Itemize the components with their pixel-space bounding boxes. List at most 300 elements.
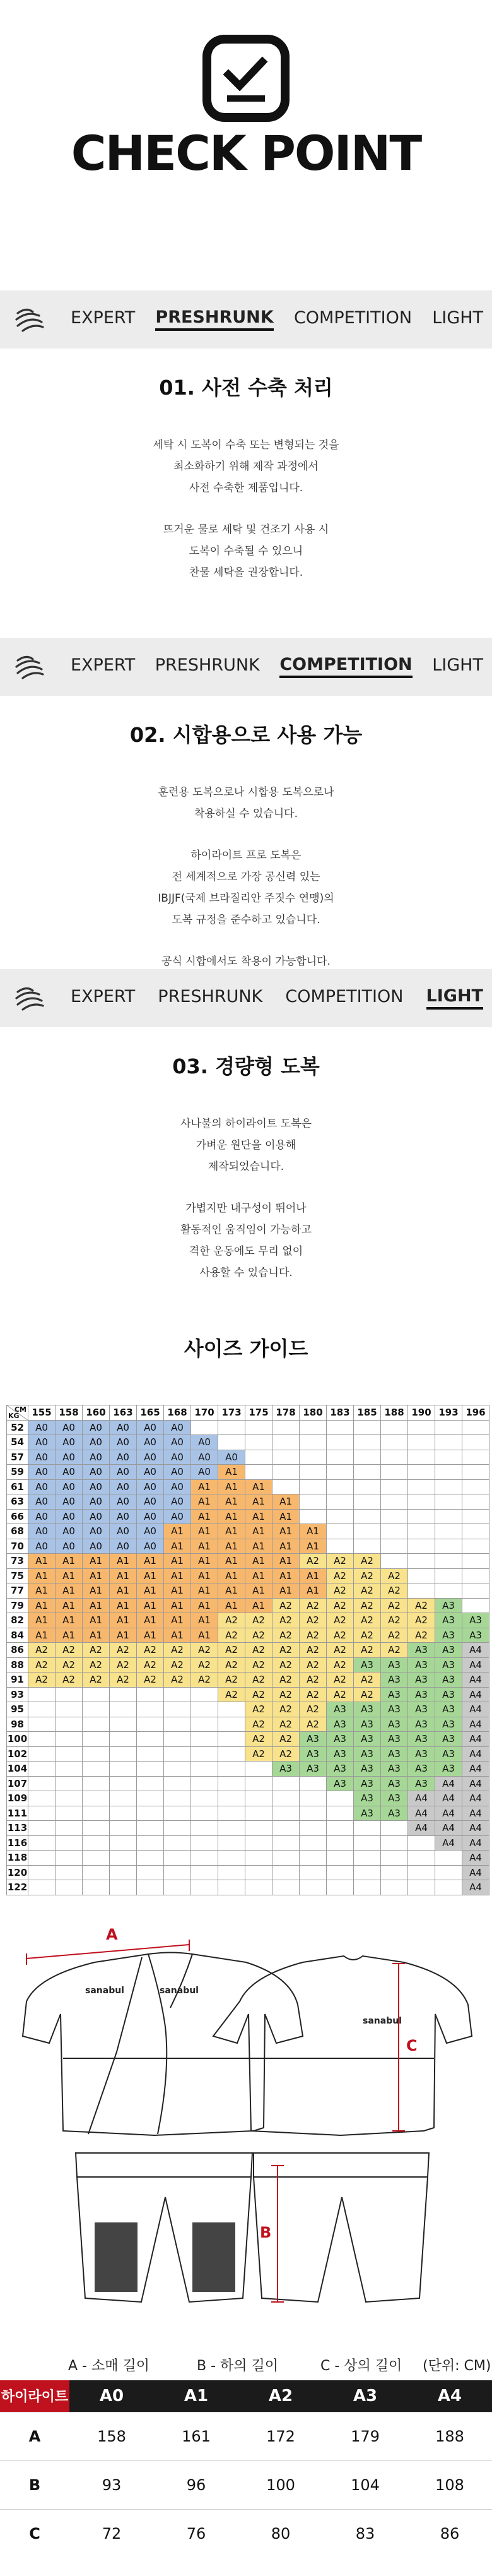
- size-guide-title: 사이즈 가이드: [184, 1337, 308, 1361]
- size-cell: [354, 1835, 381, 1851]
- size-cell: [83, 1702, 110, 1717]
- size-cell: A4: [408, 1791, 435, 1806]
- size-cell: [137, 1821, 164, 1836]
- size-cell: [435, 1539, 462, 1554]
- size-cell: A1: [191, 1509, 218, 1524]
- size-cell: [354, 1509, 381, 1524]
- size-cell: A3: [435, 1657, 462, 1673]
- size-cell: [300, 1835, 327, 1851]
- size-cell: [354, 1479, 381, 1494]
- size-cell: A2: [137, 1643, 164, 1658]
- legend-a: A - 소매 길이: [68, 2358, 149, 2374]
- size-cell: [83, 1762, 110, 1777]
- section-heading: 02. 시합용으로 사용 가능: [129, 723, 363, 747]
- size-cell: [218, 1762, 245, 1777]
- size-cell: A0: [164, 1450, 191, 1465]
- size-cell: A4: [462, 1643, 489, 1658]
- size-cell: A2: [28, 1643, 56, 1658]
- dim-value: 158: [69, 2412, 154, 2460]
- size-cell: [381, 1494, 408, 1510]
- size-cell: A4: [462, 1673, 489, 1688]
- size-cell: [110, 1746, 137, 1762]
- tab-preshrunk[interactable]: PRESHRUNK: [155, 655, 260, 675]
- size-cell: A2: [327, 1598, 354, 1613]
- size-cell: A1: [245, 1524, 272, 1539]
- size-cell: [110, 1835, 137, 1851]
- size-cell: [272, 1479, 300, 1494]
- size-cell: [137, 1717, 164, 1732]
- size-cell: A0: [164, 1494, 191, 1510]
- size-cell: A1: [191, 1479, 218, 1494]
- size-cell: [435, 1865, 462, 1880]
- feature-section: [0, 696, 492, 972]
- dim-header-cell: A1: [154, 2380, 238, 2412]
- size-cell: A2: [245, 1732, 272, 1747]
- dim-value: 100: [238, 2460, 323, 2509]
- size-cell: A4: [435, 1791, 462, 1806]
- size-row: [7, 1450, 489, 1465]
- size-cell: A0: [164, 1465, 191, 1480]
- size-row: [7, 1524, 489, 1539]
- weight-label: 84: [7, 1628, 28, 1643]
- size-cell: A3: [381, 1746, 408, 1762]
- size-cell: [272, 1865, 300, 1880]
- size-cell: A2: [83, 1643, 110, 1658]
- size-cell: A0: [110, 1524, 137, 1539]
- size-cell: [137, 1762, 164, 1777]
- size-cell: [300, 1420, 327, 1435]
- size-cell: [300, 1494, 327, 1510]
- tab-competition[interactable]: COMPETITION: [293, 307, 413, 328]
- size-cell: A1: [191, 1554, 218, 1569]
- size-cell: [56, 1732, 83, 1747]
- tab-light[interactable]: LIGHT: [432, 307, 483, 328]
- size-cell: A2: [408, 1628, 435, 1643]
- size-cell: A4: [462, 1806, 489, 1821]
- size-row: [7, 1762, 489, 1777]
- body-line: 사나불의 하이라이트 도복은: [180, 1118, 312, 1130]
- size-cell: A2: [300, 1657, 327, 1673]
- size-cell: [327, 1835, 354, 1851]
- size-cell: A4: [408, 1821, 435, 1836]
- body-line: 활동적인 움직임이 가능하고: [180, 1224, 312, 1236]
- size-cell: A2: [272, 1643, 300, 1658]
- tab-light[interactable]: LIGHT: [426, 987, 483, 1010]
- size-cell: [435, 1851, 462, 1866]
- weight-label: 77: [7, 1583, 28, 1599]
- size-cell: [245, 1821, 272, 1836]
- size-cell: A2: [327, 1583, 354, 1599]
- weight-label: 73: [7, 1554, 28, 1569]
- size-cell: [408, 1554, 435, 1569]
- size-cell: A0: [218, 1450, 245, 1465]
- size-cell: A3: [381, 1702, 408, 1717]
- size-cell: A4: [462, 1746, 489, 1762]
- size-cell: [83, 1865, 110, 1880]
- size-cell: A1: [164, 1583, 191, 1599]
- size-cell: A3: [435, 1732, 462, 1747]
- size-cell: A3: [381, 1657, 408, 1673]
- weight-label: 122: [7, 1880, 28, 1895]
- size-cell: [28, 1821, 56, 1836]
- size-cell: [435, 1435, 462, 1450]
- tab-competition[interactable]: COMPETITION: [279, 656, 412, 678]
- weight-label: 70: [7, 1539, 28, 1554]
- size-cell: [327, 1539, 354, 1554]
- size-cell: A2: [164, 1673, 191, 1688]
- size-cell: A2: [218, 1628, 245, 1643]
- dim-value: 76: [154, 2509, 238, 2558]
- size-cell: [245, 1880, 272, 1895]
- weight-label: 88: [7, 1657, 28, 1673]
- weight-label: 98: [7, 1717, 28, 1732]
- size-cell: [137, 1776, 164, 1791]
- height-header: 173: [218, 1405, 245, 1421]
- size-cell: A2: [245, 1702, 272, 1717]
- tab-expert[interactable]: EXPERT: [71, 655, 136, 675]
- size-cell: [245, 1791, 272, 1806]
- size-cell: A3: [435, 1598, 462, 1613]
- size-cell: A4: [462, 1762, 489, 1777]
- size-cell: [110, 1702, 137, 1717]
- dim-value: 188: [407, 2412, 492, 2460]
- size-cell: A0: [164, 1479, 191, 1494]
- dim-value: 104: [323, 2460, 407, 2509]
- size-cell: A3: [381, 1673, 408, 1688]
- size-cell: [164, 1835, 191, 1851]
- weight-label: 63: [7, 1494, 28, 1510]
- size-cell: A0: [110, 1450, 137, 1465]
- size-cell: A0: [137, 1509, 164, 1524]
- body-line: 격한 운동에도 무리 없이: [189, 1245, 303, 1258]
- dim-row: [0, 2509, 492, 2558]
- size-cell: [381, 1865, 408, 1880]
- weight-label: 86: [7, 1643, 28, 1658]
- size-cell: A2: [327, 1673, 354, 1688]
- size-cell: A3: [354, 1791, 381, 1806]
- size-cell: [462, 1465, 489, 1480]
- unit-cm: CM: [14, 1405, 26, 1414]
- size-cell: [28, 1717, 56, 1732]
- size-cell: A2: [327, 1687, 354, 1702]
- size-cell: [191, 1702, 218, 1717]
- size-cell: A3: [381, 1791, 408, 1806]
- dim-value: 83: [323, 2509, 407, 2558]
- size-row: [7, 1732, 489, 1747]
- size-cell: [327, 1420, 354, 1435]
- size-cell: A1: [272, 1524, 300, 1539]
- size-cell: [435, 1509, 462, 1524]
- size-cell: A3: [435, 1673, 462, 1688]
- size-cell: A0: [56, 1435, 83, 1450]
- size-cell: A2: [381, 1583, 408, 1599]
- weight-label: 109: [7, 1791, 28, 1806]
- size-cell: A4: [462, 1865, 489, 1880]
- size-cell: A1: [272, 1554, 300, 1569]
- size-cell: A1: [164, 1539, 191, 1554]
- page-title: CHECK POINT: [71, 125, 421, 181]
- size-cell: [28, 1791, 56, 1806]
- size-cell: A1: [218, 1539, 245, 1554]
- size-guide-title-wrap: [0, 1339, 492, 1359]
- tab-list: [71, 290, 483, 349]
- size-cell: A2: [327, 1554, 354, 1569]
- size-cell: A1: [28, 1613, 56, 1628]
- size-cell: A0: [28, 1420, 56, 1435]
- height-header: 165: [137, 1405, 164, 1421]
- size-cell: [164, 1746, 191, 1762]
- dim-row: [0, 2460, 492, 2509]
- size-cell: [110, 1687, 137, 1702]
- hero: [0, 0, 492, 240]
- size-cell: A2: [272, 1717, 300, 1732]
- size-cell: A3: [435, 1702, 462, 1717]
- size-row: [7, 1479, 489, 1494]
- size-cell: A3: [435, 1762, 462, 1777]
- size-cell: A3: [354, 1717, 381, 1732]
- size-cell: A2: [354, 1687, 381, 1702]
- size-cell: A0: [83, 1479, 110, 1494]
- size-cell: A3: [354, 1776, 381, 1791]
- size-cell: [381, 1479, 408, 1494]
- body-line: 사용할 수 있습니다.: [199, 1267, 293, 1279]
- weight-label: 102: [7, 1746, 28, 1762]
- size-row: [7, 1776, 489, 1791]
- size-cell: [408, 1524, 435, 1539]
- size-cell: [272, 1776, 300, 1791]
- size-cell: [83, 1880, 110, 1895]
- size-cell: A0: [83, 1435, 110, 1450]
- size-row: [7, 1494, 489, 1510]
- size-cell: [164, 1762, 191, 1777]
- size-cell: [462, 1479, 489, 1494]
- size-cell: A0: [83, 1524, 110, 1539]
- size-cell: A1: [110, 1613, 137, 1628]
- size-cell: A4: [408, 1806, 435, 1821]
- size-cell: A3: [354, 1746, 381, 1762]
- body-line: 가볍지만 내구성이 뛰어나: [185, 1202, 307, 1215]
- size-cell: A3: [300, 1762, 327, 1777]
- size-cell: A2: [245, 1643, 272, 1658]
- section-heading: 03. 경량형 도복: [172, 1054, 320, 1078]
- size-cell: [381, 1465, 408, 1480]
- size-cell: A2: [272, 1732, 300, 1747]
- size-cell: A4: [462, 1732, 489, 1747]
- tab-light[interactable]: LIGHT: [432, 655, 483, 675]
- size-cell: [408, 1450, 435, 1465]
- size-cell: [354, 1865, 381, 1880]
- size-cell: [137, 1702, 164, 1717]
- size-cell: A0: [137, 1524, 164, 1539]
- size-row: [7, 1702, 489, 1717]
- size-cell: A1: [272, 1509, 300, 1524]
- size-cell: [245, 1465, 272, 1480]
- size-cell: A3: [272, 1762, 300, 1777]
- size-cell: A1: [245, 1598, 272, 1613]
- size-cell: A1: [245, 1479, 272, 1494]
- legend-c: C - 상의 길이: [320, 2358, 402, 2374]
- body-line: 최소화하기 위해 제작 과정에서: [173, 460, 319, 473]
- sanabul-logo-icon: [14, 983, 45, 1015]
- weight-label: 104: [7, 1762, 28, 1777]
- weight-label: 100: [7, 1732, 28, 1747]
- tab-preshrunk[interactable]: PRESHRUNK: [158, 986, 263, 1006]
- size-cell: A3: [327, 1732, 354, 1747]
- height-header: 185: [354, 1405, 381, 1421]
- size-cell: [462, 1598, 489, 1613]
- size-cell: [83, 1776, 110, 1791]
- size-cell: [354, 1821, 381, 1836]
- size-cell: A0: [83, 1465, 110, 1480]
- size-cell: [272, 1851, 300, 1866]
- body-line: 공식 시합에서도 착용이 가능합니다.: [161, 955, 331, 968]
- size-cell: [354, 1420, 381, 1435]
- size-cell: A4: [435, 1806, 462, 1821]
- size-cell: A2: [191, 1673, 218, 1688]
- size-cell: [381, 1420, 408, 1435]
- size-cell: [300, 1435, 327, 1450]
- size-cell: [56, 1702, 83, 1717]
- dim-value: 80: [238, 2509, 323, 2558]
- size-cell: [56, 1880, 83, 1895]
- tab-competition[interactable]: COMPETITION: [285, 986, 404, 1006]
- size-cell: A3: [381, 1732, 408, 1747]
- size-row: [7, 1835, 489, 1851]
- size-cell: A1: [137, 1583, 164, 1599]
- size-cell: A3: [408, 1762, 435, 1777]
- size-row: [7, 1643, 489, 1658]
- size-cell: A1: [272, 1494, 300, 1510]
- weight-label: 52: [7, 1420, 28, 1435]
- size-cell: A2: [164, 1643, 191, 1658]
- size-cell: A2: [110, 1643, 137, 1658]
- size-cell: A1: [191, 1494, 218, 1510]
- size-cell: A1: [164, 1568, 191, 1583]
- size-cell: A1: [300, 1524, 327, 1539]
- size-cell: A1: [110, 1598, 137, 1613]
- size-cell: A1: [110, 1583, 137, 1599]
- size-cell: [137, 1835, 164, 1851]
- tab-expert[interactable]: EXPERT: [71, 986, 136, 1006]
- pants-back-outline: [254, 2153, 429, 2302]
- dim-value: 86: [407, 2509, 492, 2558]
- size-cell: [164, 1776, 191, 1791]
- size-cell: [462, 1568, 489, 1583]
- section-body: [0, 1113, 492, 1284]
- size-cell: [327, 1479, 354, 1494]
- size-cell: A4: [462, 1776, 489, 1791]
- body-line: 하이라이트 프로 도복은: [190, 849, 302, 862]
- size-cell: A0: [83, 1494, 110, 1510]
- size-cell: [245, 1865, 272, 1880]
- size-cell: A4: [462, 1851, 489, 1866]
- dim-value: 93: [69, 2460, 154, 2509]
- size-cell: A3: [381, 1776, 408, 1791]
- size-cell: A2: [218, 1657, 245, 1673]
- size-cell: A2: [28, 1673, 56, 1688]
- dim-value: 72: [69, 2509, 154, 2558]
- size-cell: [381, 1524, 408, 1539]
- tab-preshrunk[interactable]: PRESHRUNK: [155, 309, 273, 331]
- size-cell: A1: [56, 1583, 83, 1599]
- size-cell: [272, 1806, 300, 1821]
- size-cell: A2: [381, 1628, 408, 1643]
- label-c: C: [406, 2037, 418, 2054]
- size-cell: [164, 1732, 191, 1747]
- height-header: 155: [28, 1405, 56, 1421]
- size-cell: A0: [28, 1509, 56, 1524]
- size-cell: A4: [462, 1791, 489, 1806]
- size-cell: A2: [327, 1657, 354, 1673]
- size-cell: [137, 1880, 164, 1895]
- size-cell: A1: [110, 1628, 137, 1643]
- size-cell: A1: [110, 1554, 137, 1569]
- weight-label: 111: [7, 1806, 28, 1821]
- size-cell: A2: [408, 1613, 435, 1628]
- size-cell: [272, 1880, 300, 1895]
- size-cell: A1: [164, 1524, 191, 1539]
- body-line: 찬물 세탁을 권장합니다.: [189, 566, 303, 579]
- dim-row-label: A: [0, 2412, 69, 2460]
- size-cell: A3: [408, 1717, 435, 1732]
- size-cell: [83, 1851, 110, 1866]
- dim-header-cell: A0: [69, 2380, 154, 2412]
- sanabul-logo-icon: [14, 652, 45, 683]
- section-body: [0, 782, 492, 972]
- size-cell: [462, 1435, 489, 1450]
- size-cell: A1: [191, 1613, 218, 1628]
- size-cell: [164, 1687, 191, 1702]
- size-row: [7, 1865, 489, 1880]
- size-cell: [218, 1776, 245, 1791]
- size-cell: [300, 1509, 327, 1524]
- size-cell: A0: [164, 1420, 191, 1435]
- size-cell: A1: [218, 1465, 245, 1480]
- size-cell: [435, 1465, 462, 1480]
- size-cell: [327, 1465, 354, 1480]
- dim-row-label: C: [0, 2509, 69, 2558]
- size-cell: A3: [300, 1732, 327, 1747]
- size-row: [7, 1657, 489, 1673]
- size-cell: [245, 1806, 272, 1821]
- size-cell: [300, 1479, 327, 1494]
- size-cell: A1: [83, 1628, 110, 1643]
- size-cell: A2: [300, 1673, 327, 1688]
- size-cell: A1: [191, 1598, 218, 1613]
- size-cell: A0: [137, 1539, 164, 1554]
- size-cell: [218, 1851, 245, 1866]
- size-cell: A0: [137, 1465, 164, 1480]
- size-cell: A3: [354, 1657, 381, 1673]
- weight-label: 113: [7, 1821, 28, 1836]
- size-cell: A4: [462, 1657, 489, 1673]
- checkbox-icon: [201, 33, 291, 124]
- dim-header-cell: A2: [238, 2380, 323, 2412]
- size-cell: A2: [327, 1628, 354, 1643]
- dim-value: 179: [323, 2412, 407, 2460]
- size-cell: [191, 1880, 218, 1895]
- size-cell: [327, 1791, 354, 1806]
- size-cell: [83, 1791, 110, 1806]
- size-cell: [110, 1776, 137, 1791]
- size-cell: A3: [327, 1776, 354, 1791]
- tab-expert[interactable]: EXPERT: [71, 307, 136, 328]
- size-cell: A3: [408, 1687, 435, 1702]
- size-cell: A1: [300, 1539, 327, 1554]
- size-cell: [462, 1524, 489, 1539]
- weight-label: 82: [7, 1613, 28, 1628]
- height-header: 196: [462, 1405, 489, 1421]
